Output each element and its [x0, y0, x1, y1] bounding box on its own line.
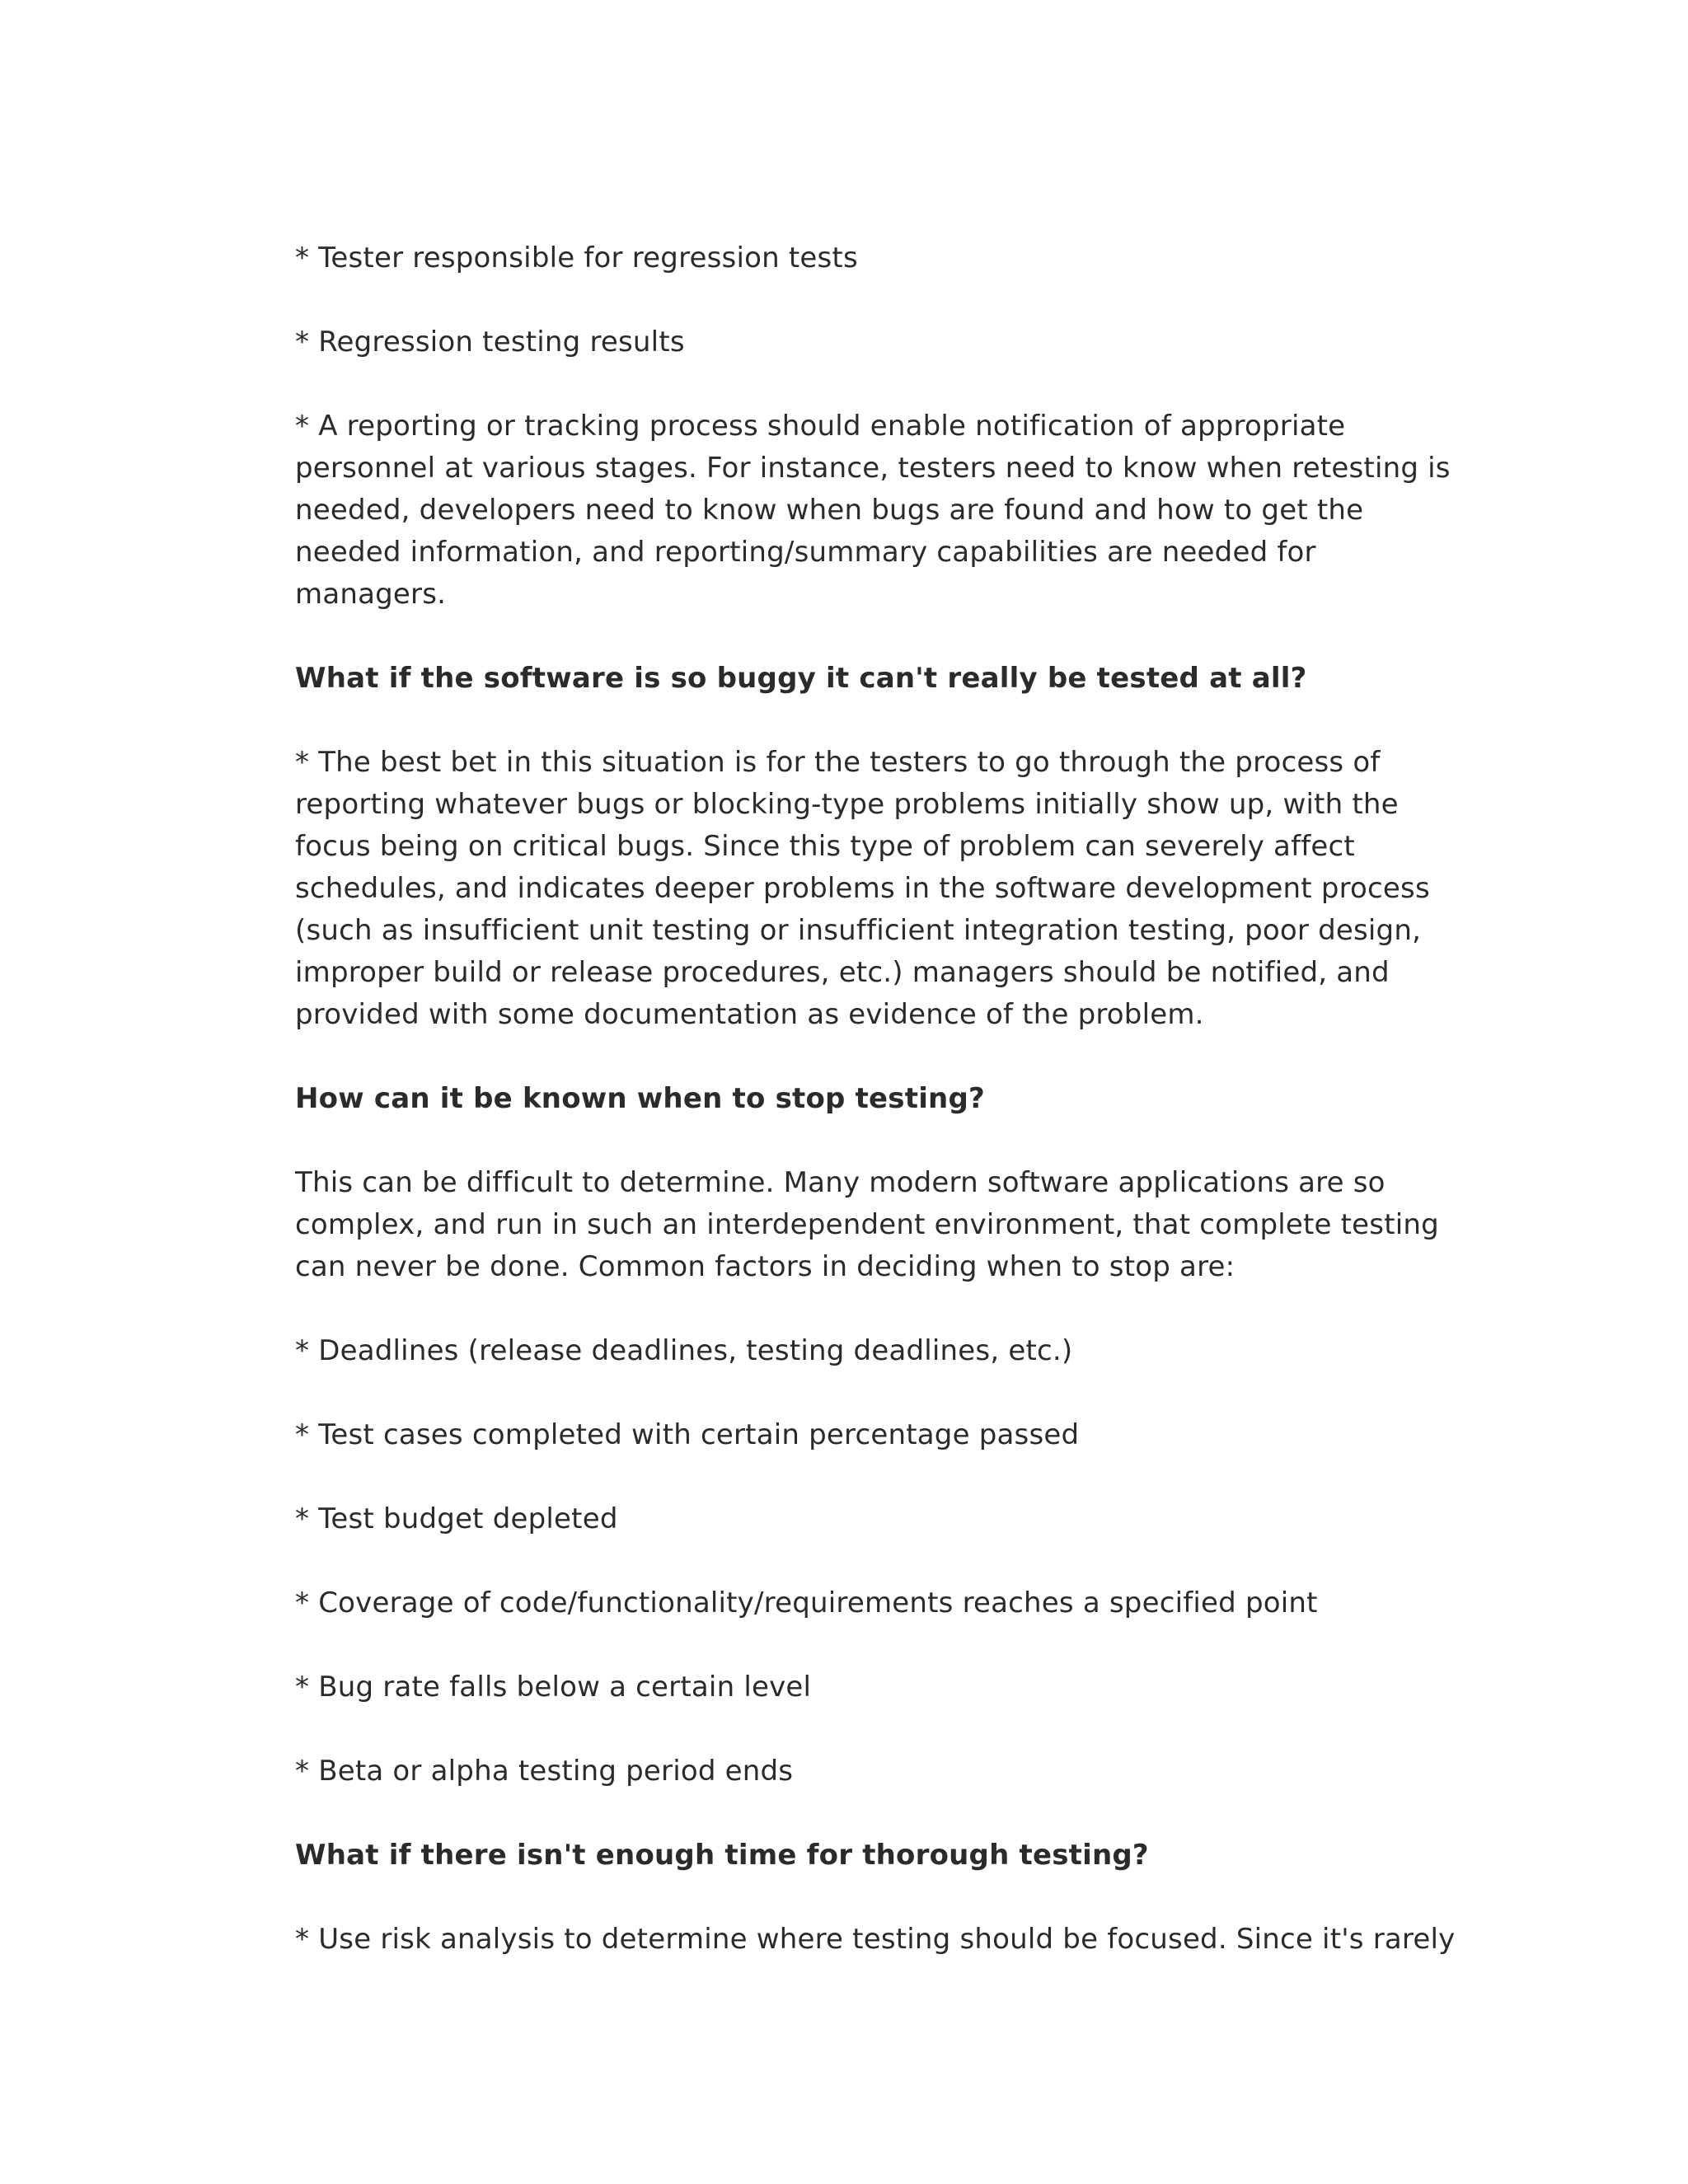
answer-stop-testing-intro: This can be difficult to determine. Many modern software applications are so complex, and run in such an interdependent environment, that complete testing can never be done. Common factors in deciding when to stop are:: [295, 1166, 1439, 1283]
bullet-test-budget: * Test budget depleted: [295, 1502, 618, 1535]
document-body: [295, 237, 1459, 2003]
heading-not-enough-time: What if there isn't enough time for thorough testing?: [295, 1839, 1149, 1872]
bullet-regression-tester: * Tester responsible for regression tests: [295, 241, 858, 274]
bullet-test-cases-completed: * Test cases completed with certain percentage passed: [295, 1418, 1080, 1451]
heading-buggy-software: What if the software is so buggy it can't really be tested at all?: [295, 662, 1307, 695]
bullet-reporting-process: * A reporting or tracking process should enable notification of appropriate personnel at various stages. For instance, testers need to know when retesting is needed, developers need to know when bugs are found and how to get the needed information, and reporting/summary capabilities are needed for managers.: [295, 410, 1451, 611]
bullet-deadlines: * Deadlines (release deadlines, testing deadlines, etc.): [295, 1334, 1073, 1367]
answer-risk-analysis: * Use risk analysis to determine where testing should be focused. Since it's rarely: [295, 1923, 1456, 1956]
heading-stop-testing: How can it be known when to stop testing?: [295, 1082, 985, 1115]
bullet-coverage: * Coverage of code/functionality/requirements reaches a specified point: [295, 1586, 1318, 1619]
bullet-regression-results: * Regression testing results: [295, 326, 685, 359]
answer-buggy-software: * The best bet in this situation is for the testers to go through the process of reporting whatever bugs or blocking-type problems initially show up, with the focus being on critical bugs. Since this type of problem can severely affect schedules, and indicates deeper problems in the software development process (such as insufficient unit testing or insufficient integration testing, poor design, improper build or release procedures, etc.) managers should be notified, and provided with some documentation as evidence of the problem.: [295, 746, 1430, 1031]
bullet-beta-alpha: * Beta or alpha testing period ends: [295, 1755, 794, 1788]
bullet-bug-rate: * Bug rate falls below a certain level: [295, 1671, 812, 1704]
